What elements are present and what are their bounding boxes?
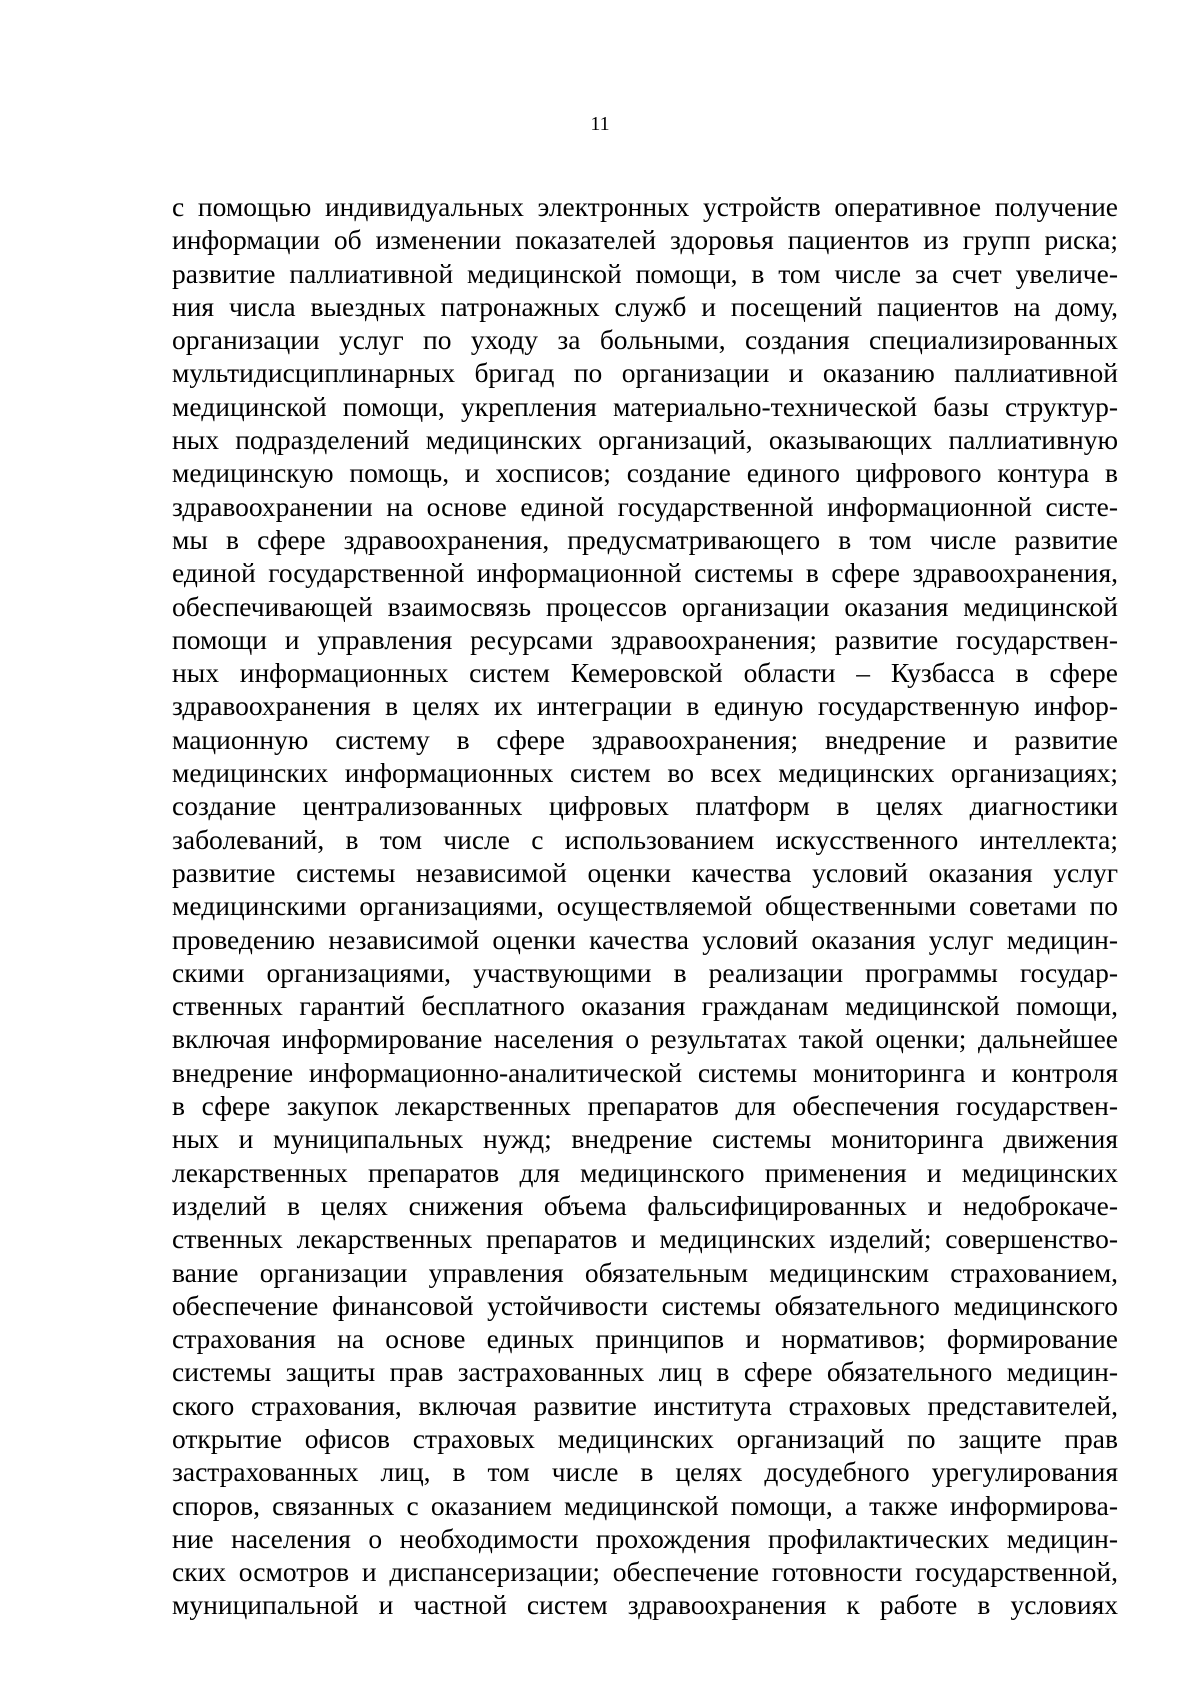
text-line: споров, связанных с оказанием медицинской помощи, а также информирова- (172, 1489, 1118, 1521)
text-line: медицинских информационных систем во всех медицинских организациях; (172, 757, 1118, 789)
text-line: медицинской помощи, укрепления материально-технической базы структур- (172, 390, 1118, 422)
text-line: системы защиты прав застрахованных лиц в сфере обязательного медицин- (172, 1356, 1118, 1388)
text-line: открытие офисов страховых медицинских организаций по защите прав (172, 1422, 1118, 1454)
text-line: изделий в целях снижения объема фальсифицированных и недоброкаче- (172, 1189, 1118, 1221)
text-line: в сфере закупок лекарственных препаратов для обеспечения государствен- (172, 1090, 1118, 1122)
text-line: ственных лекарственных препаратов и медицинских изделий; совершенство- (172, 1223, 1118, 1255)
text-line: ских осмотров и диспансеризации; обеспечение готовности государственной, (172, 1556, 1118, 1588)
text-line: страхования на основе единых принципов и нормативов; формирование (172, 1323, 1118, 1355)
text-line: информации об изменении показателей здоровья пациентов из групп риска; (172, 224, 1118, 256)
text-line: организации услуг по уходу за больными, создания специализированных (172, 324, 1118, 356)
text-line: с помощью индивидуальных электронных устройств оперативное получение (172, 191, 1118, 222)
text-line: вание организации управления обязательным медицинским страхованием, (172, 1256, 1118, 1288)
text-line: ных подразделений медицинских организаций, оказывающих паллиативную (172, 424, 1118, 456)
page-number: 11 (590, 113, 610, 135)
text-line: лекарственных препаратов для медицинского применения и медицинских (172, 1156, 1118, 1188)
body-text (172, 190, 1118, 1622)
text-line: здравоохранения в целях их интеграции в единую государственную инфор- (172, 690, 1118, 722)
text-line: мы в сфере здравоохранения, предусматривающего в том числе развитие (172, 523, 1118, 555)
text-line: внедрение информационно-аналитической системы мониторинга и контроля (172, 1056, 1118, 1088)
text-line: развитие системы независимой оценки качества условий оказания услуг (172, 856, 1118, 888)
text-line: включая информирование населения о результатах такой оценки; дальнейшее (172, 1023, 1118, 1055)
text-line: обеспечивающей взаимосвязь процессов организации оказания медицинской (172, 590, 1118, 622)
text-line: муниципальной и частной систем здравоохранения к работе в условиях (172, 1589, 1118, 1621)
text-line: помощи и управления ресурсами здравоохранения; развитие государствен- (172, 623, 1118, 655)
text-line: проведению независимой оценки качества условий оказания услуг медицин- (172, 923, 1118, 955)
text-line: скими организациями, участвующими в реализации программы государ- (172, 956, 1118, 988)
text-line: мультидисциплинарных бригад по организации и оказанию паллиативной (172, 357, 1118, 389)
text-line: здравоохранении на основе единой государственной информационной систе- (172, 490, 1118, 522)
text-line: создание централизованных цифровых платформ в целях диагностики (172, 790, 1118, 822)
text-line: ных информационных систем Кемеровской области – Кузбасса в сфере (172, 657, 1118, 689)
text-line: развитие паллиативной медицинской помощи, в том числе за счет увеличе- (172, 257, 1118, 289)
text-line: ского страхования, включая развитие института страховых представителей, (172, 1389, 1118, 1421)
text-line: медицинскими организациями, осуществляемой общественными советами по (172, 890, 1118, 922)
text-line: мационную систему в сфере здравоохранения; внедрение и развитие (172, 723, 1118, 755)
text-line: ных и муниципальных нужд; внедрение системы мониторинга движения (172, 1123, 1118, 1155)
text-line: заболеваний, в том числе с использованием искусственного интеллекта; (172, 823, 1118, 855)
text-line: застрахованных лиц, в том числе в целях досудебного урегулирования (172, 1456, 1118, 1488)
text-line: ние населения о необходимости прохождения профилактических медицин- (172, 1522, 1118, 1554)
text-line: единой государственной информационной системы в сфере здравоохранения, (172, 557, 1118, 589)
text-line: ния числа выездных патронажных служб и посещений пациентов на дому, (172, 290, 1118, 322)
text-line: обеспечение финансовой устойчивости системы обязательного медицинского (172, 1289, 1118, 1321)
text-line: медицинскую помощь, и хосписов; создание единого цифрового контура в (172, 457, 1118, 489)
text-line: ственных гарантий бесплатного оказания гражданам медицинской помощи, (172, 990, 1118, 1022)
